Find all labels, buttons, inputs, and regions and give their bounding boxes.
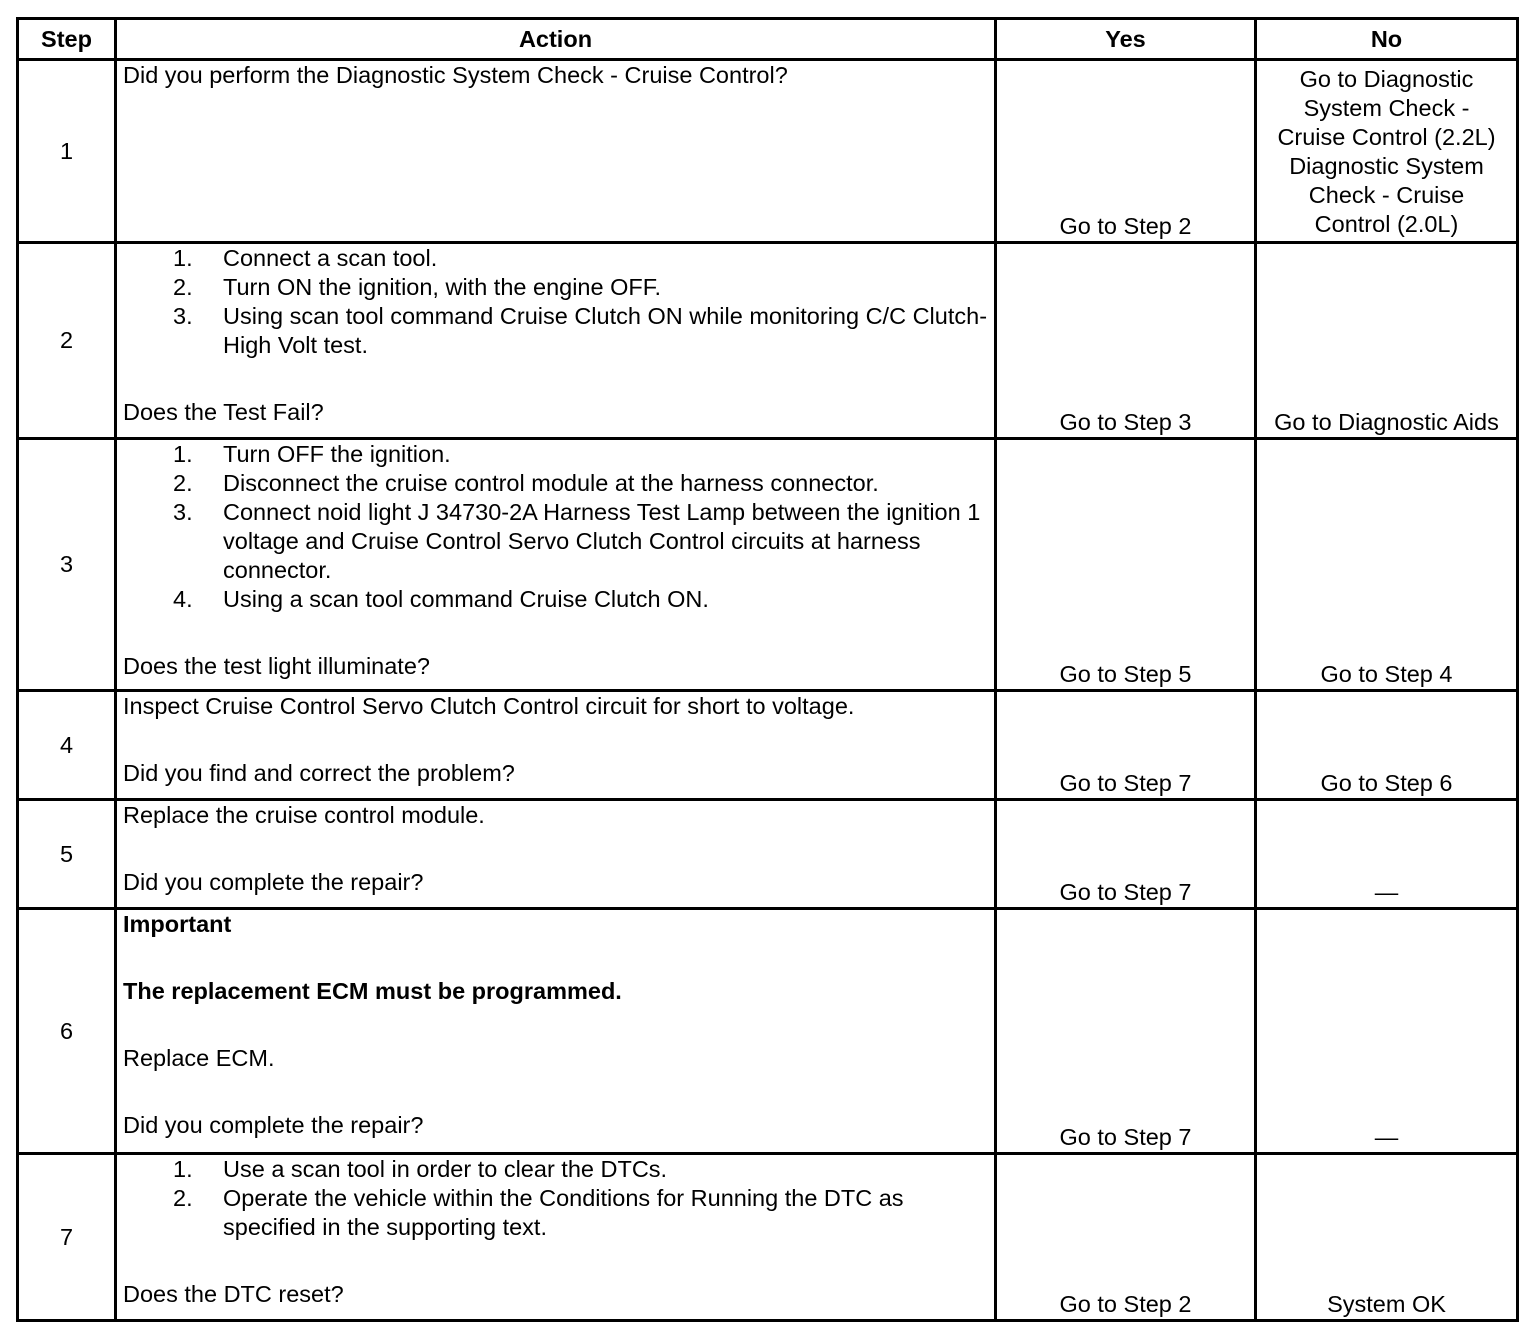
action-text: Did you perform the Diagnostic System Check - Cruise Control?	[123, 62, 788, 88]
instruction-number: 1.	[173, 245, 193, 271]
instruction-item	[123, 273, 988, 302]
instruction-text: Connect a scan tool.	[223, 245, 438, 271]
header-step: Step	[18, 19, 116, 60]
action-question: Did you complete the repair?	[123, 869, 424, 895]
action-text: Inspect Cruise Control Servo Clutch Control circuit for short to voltage.	[123, 693, 855, 719]
instruction-text: Turn ON the ignition, with the engine OFF.	[223, 274, 662, 300]
action-cell	[116, 909, 996, 1154]
no-cell: Go to Diagnostic Aids	[1256, 243, 1518, 439]
instruction-list	[123, 440, 988, 614]
no-cell: —	[1256, 800, 1518, 909]
yes-cell: Go to Step 5	[996, 439, 1256, 691]
yes-cell: Go to Step 2	[996, 1154, 1256, 1321]
yes-cell: Go to Step 7	[996, 909, 1256, 1154]
no-line: Go to Diagnostic	[1299, 66, 1474, 92]
instruction-text: Using a scan tool command Cruise Clutch ON.	[223, 586, 709, 612]
instruction-text: Using scan tool command Cruise Clutch ON while monitoring C/C Clutch-High Volt test.	[223, 303, 988, 358]
table-row	[18, 1154, 1518, 1321]
action-cell	[116, 1154, 996, 1321]
header-action: Action	[116, 19, 996, 60]
no-line: Cruise Control (2.2L)	[1277, 124, 1496, 150]
instruction-item	[123, 498, 988, 585]
header-row	[18, 19, 1518, 60]
instruction-item	[123, 1155, 988, 1184]
instruction-item	[123, 302, 988, 360]
instruction-item	[123, 440, 988, 469]
instruction-number: 1.	[173, 1156, 193, 1182]
action-question: Does the test light illuminate?	[123, 653, 430, 679]
table-row	[18, 800, 1518, 909]
no-line: System Check -	[1303, 95, 1470, 121]
step-number: 4	[18, 691, 116, 800]
step-number: 1	[18, 60, 116, 243]
step-number: 7	[18, 1154, 116, 1321]
action-cell	[116, 691, 996, 800]
instruction-item	[123, 585, 988, 614]
action-cell	[116, 800, 996, 909]
action-cell	[116, 439, 996, 691]
instruction-text: Connect noid light J 34730-2A Harness Test Lamp between the ignition 1 voltage and Cruise Control Servo Clutch Control circuits at harness connector.	[223, 499, 981, 583]
header-no: No	[1256, 19, 1518, 60]
no-line: Control (2.0L)	[1314, 211, 1459, 237]
instruction-number: 2.	[173, 274, 193, 300]
important-text: The replacement ECM must be programmed.	[123, 978, 622, 1004]
instruction-item	[123, 1184, 988, 1242]
yes-cell: Go to Step 7	[996, 800, 1256, 909]
action-text: Replace the cruise control module.	[123, 802, 485, 828]
important-label: Important	[123, 911, 232, 937]
action-question: Did you find and correct the problem?	[123, 760, 515, 786]
instruction-text: Operate the vehicle within the Conditions for Running the DTC as specified in the supporting text.	[223, 1185, 904, 1240]
action-cell	[116, 243, 996, 439]
no-line: Diagnostic System	[1289, 153, 1484, 179]
table-row	[18, 909, 1518, 1154]
instruction-number: 2.	[173, 1185, 193, 1211]
table-row	[18, 60, 1518, 243]
instruction-item	[123, 244, 988, 273]
no-cell: System OK	[1256, 1154, 1518, 1321]
instruction-number: 4.	[173, 586, 193, 612]
instruction-text: Use a scan tool in order to clear the DTCs.	[223, 1156, 668, 1182]
yes-cell: Go to Step 7	[996, 691, 1256, 800]
action-cell	[116, 60, 996, 243]
action-question: Did you complete the repair?	[123, 1112, 424, 1138]
table-row	[18, 691, 1518, 800]
instruction-number: 2.	[173, 470, 193, 496]
instruction-list	[123, 244, 988, 360]
instruction-number: 3.	[173, 499, 193, 525]
no-cell: Go to Step 4	[1256, 439, 1518, 691]
instruction-number: 3.	[173, 303, 193, 329]
step-number: 5	[18, 800, 116, 909]
yes-cell: Go to Step 2	[996, 60, 1256, 243]
table-row	[18, 243, 1518, 439]
diagnostic-table	[16, 17, 1519, 1322]
instruction-text: Turn OFF the ignition.	[223, 441, 451, 467]
instruction-item	[123, 469, 988, 498]
action-question: Does the DTC reset?	[123, 1281, 344, 1307]
action-question: Does the Test Fail?	[123, 399, 324, 425]
instruction-text: Disconnect the cruise control module at the harness connector.	[223, 470, 879, 496]
no-cell: Go to Step 6	[1256, 691, 1518, 800]
yes-cell: Go to Step 3	[996, 243, 1256, 439]
instruction-number: 1.	[173, 441, 193, 467]
action-text: Replace ECM.	[123, 1045, 275, 1071]
no-line: Check - Cruise	[1308, 182, 1465, 208]
no-cell: —	[1256, 909, 1518, 1154]
step-number: 6	[18, 909, 116, 1154]
table-row	[18, 439, 1518, 691]
step-number: 3	[18, 439, 116, 691]
header-yes: Yes	[996, 19, 1256, 60]
instruction-list	[123, 1155, 988, 1242]
no-cell	[1256, 60, 1518, 243]
step-number: 2	[18, 243, 116, 439]
